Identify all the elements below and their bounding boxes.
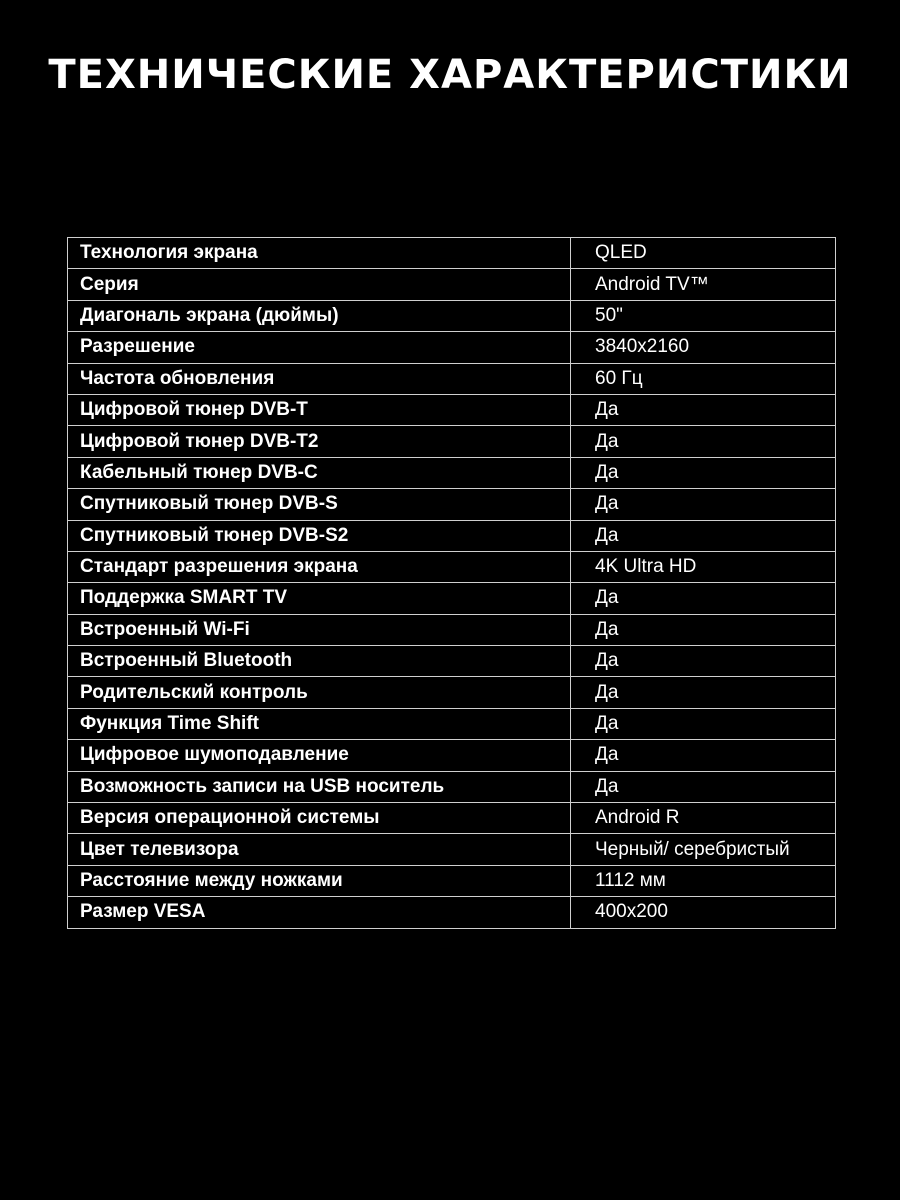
spec-param-label: Частота обновления bbox=[68, 363, 571, 394]
spec-row bbox=[68, 426, 836, 457]
spec-table-body bbox=[68, 238, 836, 929]
spec-row bbox=[68, 614, 836, 645]
spec-value: Да bbox=[571, 740, 836, 771]
spec-param-label: Кабельный тюнер DVB-C bbox=[68, 457, 571, 488]
spec-value: 60 Гц bbox=[571, 363, 836, 394]
spec-param-label: Стандарт разрешения экрана bbox=[68, 551, 571, 582]
spec-row bbox=[68, 583, 836, 614]
spec-param-label: Встроенный Wi-Fi bbox=[68, 614, 571, 645]
spec-row bbox=[68, 677, 836, 708]
spec-value: Да bbox=[571, 520, 836, 551]
spec-table bbox=[67, 237, 836, 929]
spec-param-label: Диагональ экрана (дюймы) bbox=[68, 300, 571, 331]
spec-value: Да bbox=[571, 771, 836, 802]
spec-param-label: Цифровой тюнер DVB-T bbox=[68, 394, 571, 425]
spec-row bbox=[68, 646, 836, 677]
spec-param-label: Технология экрана bbox=[68, 238, 571, 269]
page-title: ТЕХНИЧЕСКИЕ ХАРАКТЕРИСТИКИ bbox=[48, 52, 852, 98]
spec-value: Да bbox=[571, 489, 836, 520]
spec-param-label: Расстояние между ножками bbox=[68, 865, 571, 896]
spec-value: 4K Ultra HD bbox=[571, 551, 836, 582]
spec-value: Да bbox=[571, 646, 836, 677]
spec-param-label: Размер VESA bbox=[68, 897, 571, 928]
spec-param-label: Возможность записи на USB носитель bbox=[68, 771, 571, 802]
spec-value: Android TV™ bbox=[571, 269, 836, 300]
spec-value: Черный/ серебристый bbox=[571, 834, 836, 865]
spec-value: 50" bbox=[571, 300, 836, 331]
spec-row bbox=[68, 834, 836, 865]
spec-param-label: Разрешение bbox=[68, 332, 571, 363]
spec-row bbox=[68, 394, 836, 425]
spec-row bbox=[68, 897, 836, 928]
spec-value: 400x200 bbox=[571, 897, 836, 928]
spec-param-label: Родительский контроль bbox=[68, 677, 571, 708]
spec-value: Да bbox=[571, 583, 836, 614]
spec-row bbox=[68, 332, 836, 363]
spec-row bbox=[68, 489, 836, 520]
spec-param-label: Версия операционной системы bbox=[68, 803, 571, 834]
spec-param-label: Серия bbox=[68, 269, 571, 300]
spec-param-label: Спутниковый тюнер DVB-S bbox=[68, 489, 571, 520]
spec-param-label: Поддержка SMART TV bbox=[68, 583, 571, 614]
spec-param-label: Цифровое шумоподавление bbox=[68, 740, 571, 771]
spec-value: Да bbox=[571, 677, 836, 708]
spec-row bbox=[68, 300, 836, 331]
spec-row bbox=[68, 457, 836, 488]
spec-param-label: Цвет телевизора bbox=[68, 834, 571, 865]
spec-row bbox=[68, 803, 836, 834]
spec-value: 1112 мм bbox=[571, 865, 836, 896]
spec-row bbox=[68, 269, 836, 300]
spec-param-label: Цифровой тюнер DVB-T2 bbox=[68, 426, 571, 457]
spec-value: Android R bbox=[571, 803, 836, 834]
spec-value: Да bbox=[571, 457, 836, 488]
spec-row bbox=[68, 238, 836, 269]
spec-value: QLED bbox=[571, 238, 836, 269]
spec-param-label: Встроенный Bluetooth bbox=[68, 646, 571, 677]
spec-row bbox=[68, 363, 836, 394]
spec-row bbox=[68, 865, 836, 896]
spec-value: 3840x2160 bbox=[571, 332, 836, 363]
spec-row bbox=[68, 551, 836, 582]
spec-row bbox=[68, 520, 836, 551]
spec-row bbox=[68, 708, 836, 739]
spec-value: Да bbox=[571, 614, 836, 645]
spec-value: Да bbox=[571, 394, 836, 425]
spec-value: Да bbox=[571, 708, 836, 739]
spec-row bbox=[68, 740, 836, 771]
spec-row bbox=[68, 771, 836, 802]
spec-param-label: Спутниковый тюнер DVB-S2 bbox=[68, 520, 571, 551]
spec-param-label: Функция Time Shift bbox=[68, 708, 571, 739]
spec-value: Да bbox=[571, 426, 836, 457]
